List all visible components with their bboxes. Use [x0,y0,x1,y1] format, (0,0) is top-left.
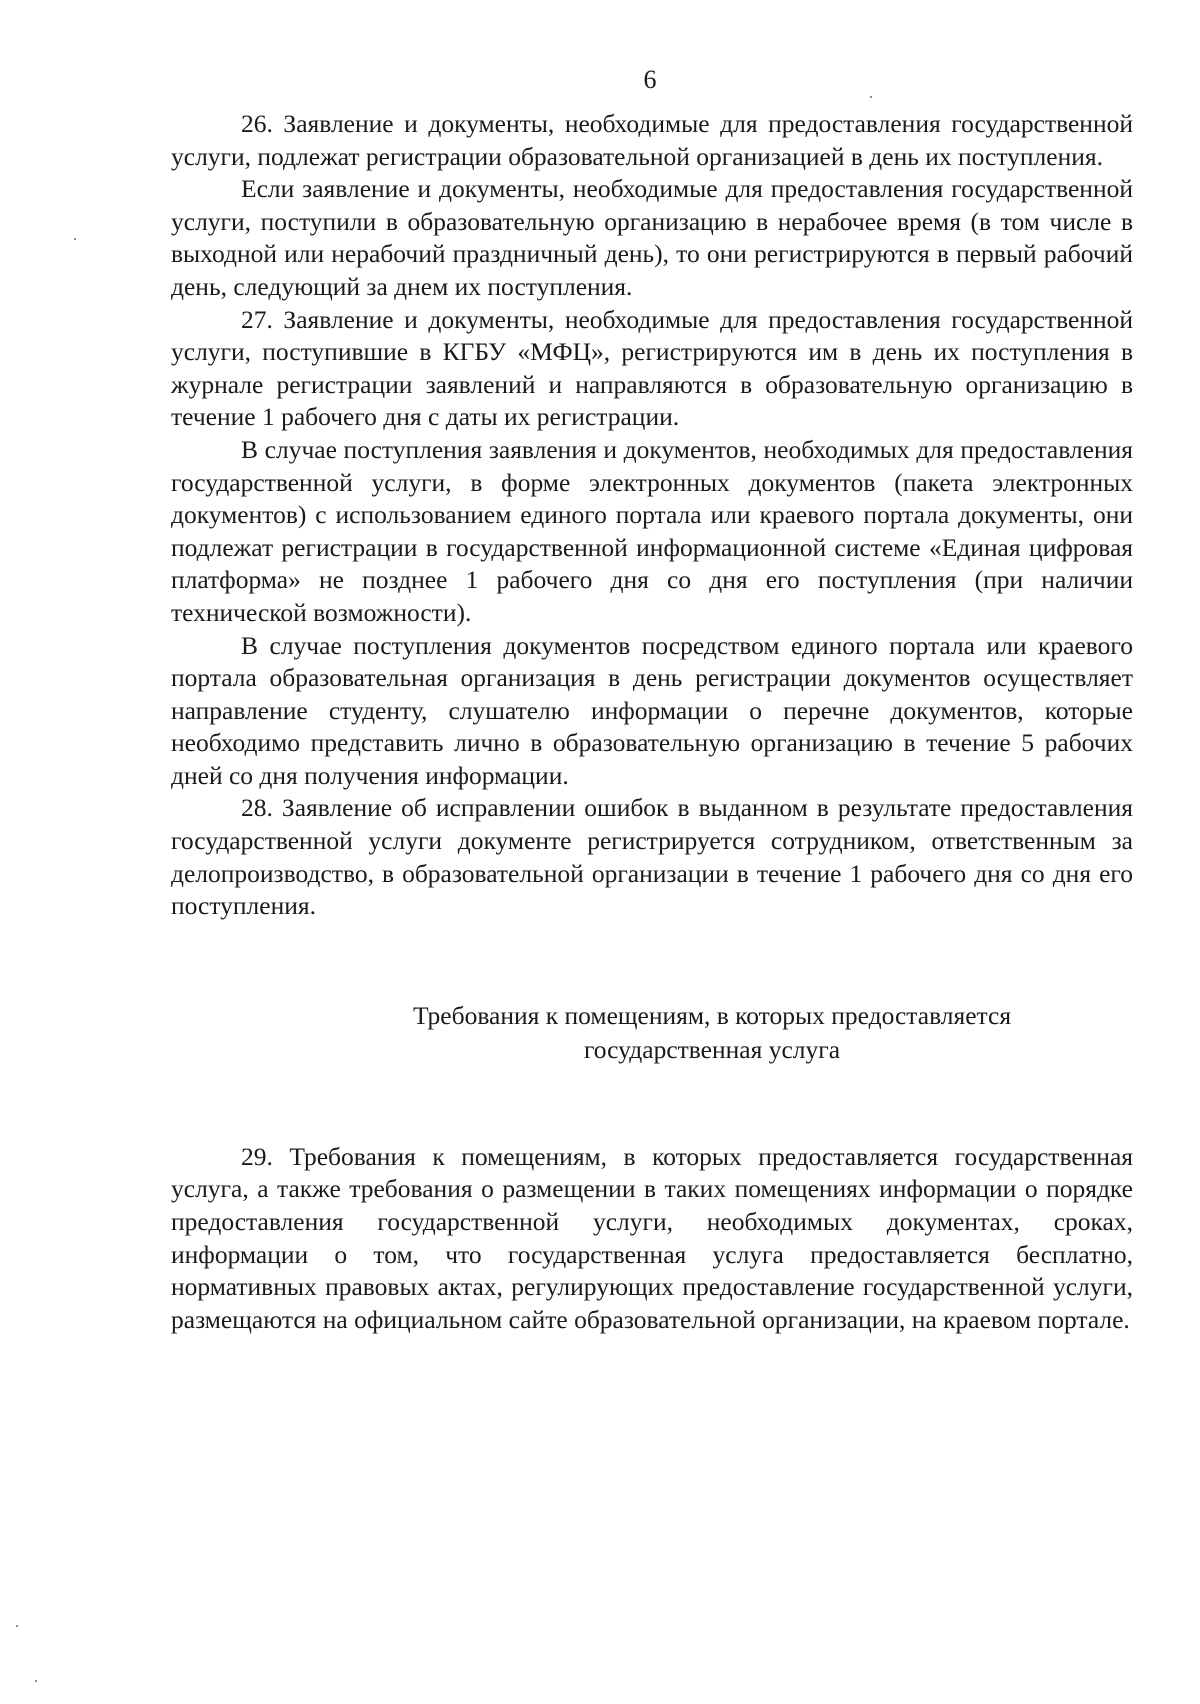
scan-speck [35,1680,37,1682]
paragraph-28: 28. Заявление об исправлении ошибок в выданном в результате предоставления государственной услуги документе регистрируется сотрудником, ответственным за делопроизводство, в образовательной организации в течение 1 рабочего дня со дня его поступления. [171,793,1133,921]
section-heading-line-2: государственная услуга [583,1034,841,1064]
page-number: 6 [643,65,657,94]
paragraph-27-electronic: В случае поступления заявления и документов, необходимых для предоставления государственной услуги, в форме электронных документов (пакета электронных документов) с использованием единого портала или краевого портала документы, они подлежат регистрации в государственной информационной системе «Единая цифровая платформа» не позднее 1 рабочего дня со дня его поступления (при наличии технической возможности). [171,434,1133,627]
section-heading [171,999,1133,1067]
scan-speck [870,96,872,98]
section-heading-line-1: Требования к помещениям, в которых предоставляется [412,1000,1012,1030]
paragraph-29: 29. Требования к помещениям, в которых предоставляется государственная услуга, а также требования о размещении в таких помещениях информации о порядке предоставления государственной услуги, необходимых документах, сроках, информации о том, что государственная услуга предоставляется бесплатно, нормативных правовых актах, регулирующих предоставление государственной услуги, размещаются на официальном сайте образовательной организации, на краевом портале. [171,1141,1133,1334]
paragraph-26: 26. Заявление и документы, необходимые для предоставления государственной услуги, подлежат регистрации образовательной организацией в день их поступления. [171,109,1133,171]
paragraph-27: 27. Заявление и документы, необходимые для предоставления государственной услуги, поступившие в КГБУ «МФЦ», регистрируются им в день их поступления в журнале регистрации заявлений и направляются в образовательную организацию в течение 1 рабочего дня с даты их регистрации. [171,304,1133,432]
paragraph-27-portal: В случае поступления документов посредством единого портала или краевого портала образовательная организация в день регистрации документов осуществляет направление студенту, слушателю информации о перечне документов, которые необходимо представить лично в образовательную организацию в течение 5 рабочих дней со дня получения информации. [171,630,1133,790]
document-body [171,108,1133,1336]
scan-speck [74,238,76,240]
paragraph-26-continued: Если заявление и документы, необходимые для предоставления государственной услуги, поступили в образовательную организацию в нерабочее время (в том числе в выходной или нерабочий праздничный день), то они регистрируются в первый рабочий день, следующий за днем их поступления. [171,174,1133,301]
scan-speck [16,1625,18,1627]
